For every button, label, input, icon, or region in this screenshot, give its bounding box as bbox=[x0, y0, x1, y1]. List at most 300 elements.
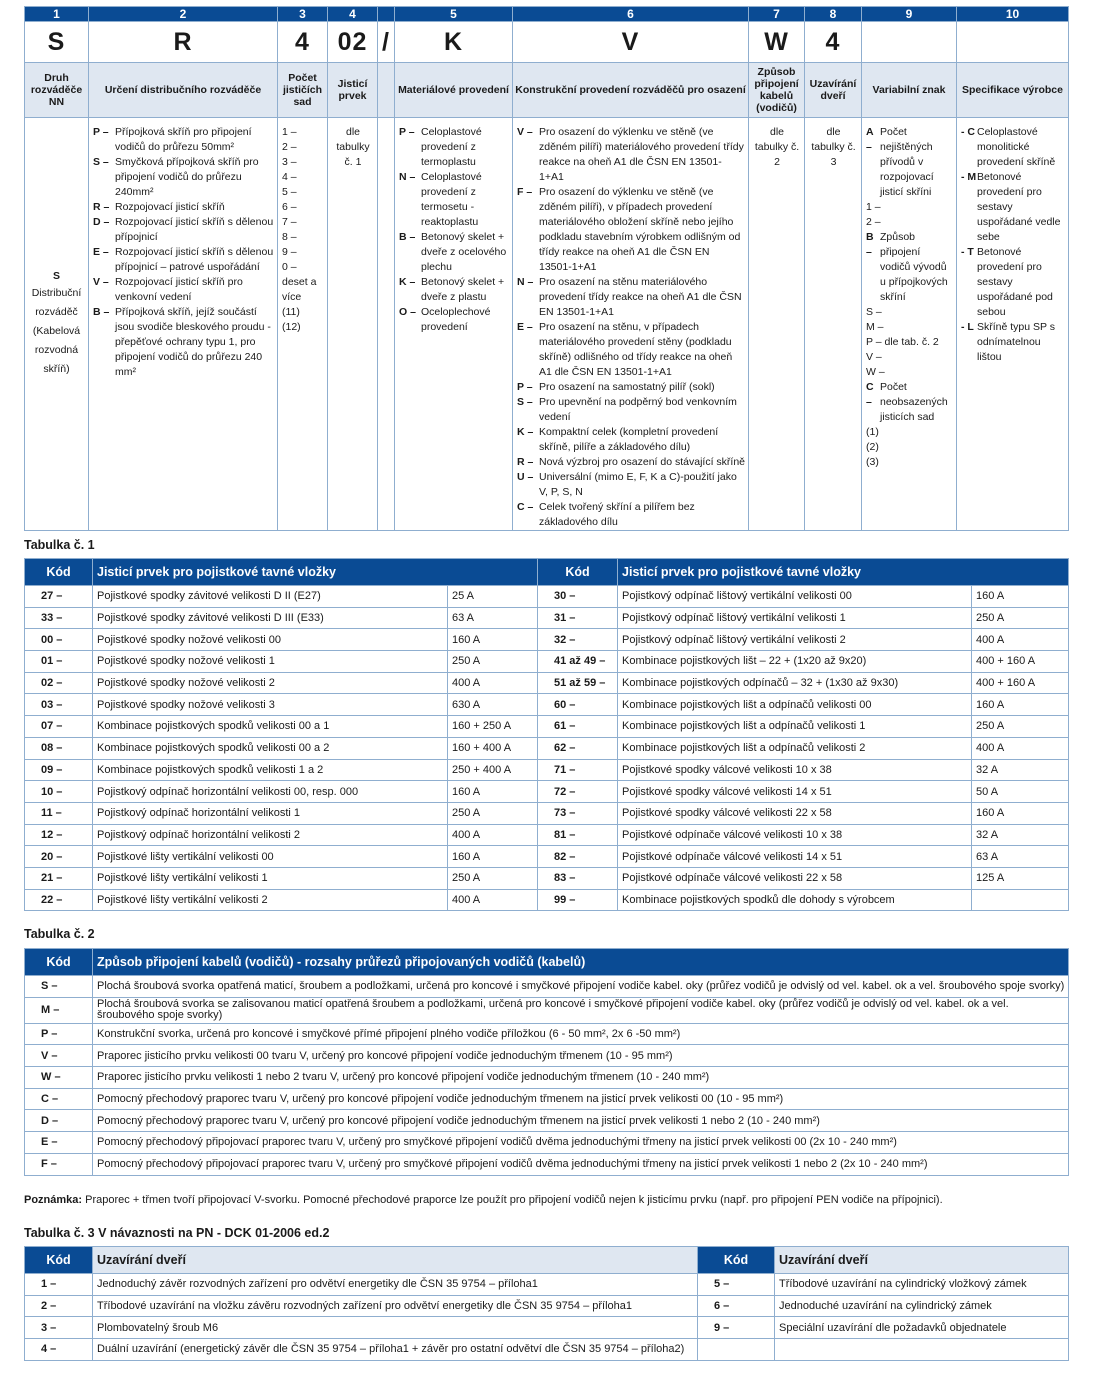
construction-text: Kompaktní celek (kompletní provedení skříně, pilíře a základového dílu) bbox=[539, 426, 719, 453]
row-value: 160 A bbox=[972, 802, 1069, 824]
row-text: Pojistkové spodky závitové velikosti D II (E27) bbox=[93, 586, 448, 608]
table-row bbox=[25, 889, 1069, 911]
code-letter: K bbox=[395, 22, 513, 63]
row-code: W – bbox=[25, 1067, 93, 1089]
row-value: 400 A bbox=[448, 889, 538, 911]
material-code: N – bbox=[399, 171, 416, 183]
note-label: Poznámka: bbox=[24, 1194, 83, 1206]
construction-item bbox=[517, 500, 745, 530]
variable-item bbox=[866, 305, 953, 320]
variable-text: (2) bbox=[866, 441, 879, 453]
row-text: Tříbodové uzavírání na cylindrický vložkový zámek bbox=[775, 1274, 1069, 1296]
material-code: K – bbox=[399, 276, 416, 288]
usage-text: Rozpojovací jisticí skříň bbox=[115, 201, 225, 213]
table3-label: Tabulka č. 3 V návaznosti na PN - DCK 01-2006 ed.2 bbox=[24, 1226, 330, 1240]
usage-code: B – bbox=[93, 306, 110, 318]
table2-header-text: Způsob připojení kabelů (vodičů) - rozsahy průřezů připojovaných vodičů (kabelů) bbox=[93, 949, 1069, 976]
row-code: 10 – bbox=[25, 781, 93, 803]
row-value: 25 A bbox=[448, 586, 538, 608]
construction-item bbox=[517, 395, 745, 425]
code-letter: R bbox=[89, 22, 278, 63]
col-number: 3 bbox=[278, 7, 328, 22]
construction-code: R – bbox=[517, 456, 534, 468]
row-text: Pojistkové spodky závitové velikosti D III (E33) bbox=[93, 607, 448, 629]
table3-header-code: Kód bbox=[25, 1247, 93, 1274]
row-code: 72 – bbox=[538, 781, 618, 803]
material-code: O – bbox=[399, 306, 416, 318]
row-value: 250 A bbox=[448, 867, 538, 889]
col7-text: dle tabulky č. 2 bbox=[754, 126, 800, 168]
row-text: Jednoduché uzavírání na cylindrický zámek bbox=[775, 1295, 1069, 1317]
col-header: Druh rozváděče NN bbox=[25, 63, 89, 118]
table-row bbox=[25, 672, 1069, 694]
row-text: Speciální uzavírání dle požadavků objednatele bbox=[775, 1317, 1069, 1339]
row-text: Duální uzavírání (energetický závěr dle ČSN 35 9754 – příloha1 + závěr pro ostatní odvětví dle ČSN 35 9754 – příloha2) bbox=[93, 1339, 698, 1361]
col-header: Variabilní znak bbox=[862, 63, 957, 118]
usage-item bbox=[93, 245, 274, 275]
construction-text: Pro osazení na samostatný pilíř (sokl) bbox=[539, 381, 715, 393]
usage-item bbox=[93, 200, 274, 215]
row-text: Kombinace pojistkových lišt a odpínačů velikosti 2 bbox=[618, 737, 972, 759]
row-code: S – bbox=[25, 976, 93, 998]
row-text: Pojistkové odpínače válcové velikosti 10 x 38 bbox=[618, 824, 972, 846]
table2-header-code: Kód bbox=[25, 949, 93, 976]
row-code: 22 – bbox=[25, 889, 93, 911]
set-count-item: 8 – bbox=[282, 231, 297, 243]
row-text: Pojistkový odpínač lištový vertikální velikosti 00 bbox=[618, 586, 972, 608]
col-number: 9 bbox=[862, 7, 957, 22]
col-number: 2 bbox=[89, 7, 278, 22]
material-text: Betonový skelet + dveře z plastu bbox=[421, 276, 505, 303]
col-header: Jisticí prvek bbox=[328, 63, 378, 118]
spec-text: Betonové provedení pro sestavy uspořádané vedle sebe bbox=[977, 171, 1061, 243]
table-row bbox=[25, 976, 1069, 998]
row-code bbox=[698, 1339, 775, 1361]
variable-text: 2 – bbox=[866, 216, 881, 228]
usage-code: P – bbox=[93, 126, 109, 138]
row-value: 50 A bbox=[972, 781, 1069, 803]
spec-code: - T bbox=[961, 246, 974, 258]
usage-text: Přípojková skříň, jejíž součástí jsou svodiče bleskového proudu - přepěťové ochrany typu 1, pro připojení vodičů do průřezu 240 mm² bbox=[115, 306, 271, 378]
row-text: Pojistkové spodky válcové velikosti 14 x 51 bbox=[618, 781, 972, 803]
code-letter bbox=[957, 22, 1069, 63]
table1-header-text: Jisticí prvek pro pojistkové tavné vložky bbox=[618, 559, 1069, 586]
set-count-item: 9 – bbox=[282, 246, 297, 258]
construction-text: Pro osazení na stěnu, v případech materiálového provedení stěny (podkladu skříně) odlišného od třídy reakce na oheň A1 dle ČSN EN 13501-1+A1 bbox=[539, 321, 733, 378]
row-code: C – bbox=[25, 1088, 93, 1110]
row-value: 250 + 400 A bbox=[448, 759, 538, 781]
col-slash-cell bbox=[378, 118, 395, 531]
row-text: Pomocný přechodový praporec tvaru V, určený pro koncové připojení vodiče jednoduchým třmenem na jisticí prvek velikosti 00 (10 - 95 mm²) bbox=[93, 1088, 1069, 1110]
row-value: 160 A bbox=[448, 781, 538, 803]
table1-label: Tabulka č. 1 bbox=[24, 538, 95, 552]
variable-code: B – bbox=[866, 231, 874, 258]
row-value: 125 A bbox=[972, 867, 1069, 889]
row-code: 5 – bbox=[698, 1274, 775, 1296]
spec-item bbox=[961, 170, 1065, 245]
row-text: Praporec jisticího prvku velikosti 00 tvaru V, určený pro koncové připojení vodiče jednoduchým třmenem (10 - 95 mm²) bbox=[93, 1045, 1069, 1067]
variable-item bbox=[866, 425, 953, 440]
usage-code: E – bbox=[93, 246, 109, 258]
construction-code: K – bbox=[517, 426, 534, 438]
col9-cell bbox=[862, 118, 957, 531]
row-text: Kombinace pojistkových spodků velikosti 00 a 2 bbox=[93, 737, 448, 759]
row-text: Pomocný přechodový připojovací praporec tvaru V, určený pro smyčkové připojení vodičů dvěma jednoduchými třmeny na jisticí prvek velikosti 1 nebo 2 (2x 10 - 240 mm²) bbox=[93, 1153, 1069, 1175]
table3-header-text: Uzavírání dveří bbox=[775, 1247, 1069, 1274]
row-value: 250 A bbox=[972, 716, 1069, 738]
col-number: 8 bbox=[805, 7, 862, 22]
variable-text: S – bbox=[866, 306, 882, 318]
row-code: 07 – bbox=[25, 716, 93, 738]
row-code: 00 – bbox=[25, 629, 93, 651]
row-text: Plombovatelný šroub M6 bbox=[93, 1317, 698, 1339]
row-value: 160 A bbox=[448, 629, 538, 651]
row-code: E – bbox=[25, 1132, 93, 1154]
code-letter bbox=[862, 22, 957, 63]
table-row bbox=[25, 781, 1069, 803]
col-header: Specifikace výrobce bbox=[957, 63, 1069, 118]
table-row bbox=[25, 651, 1069, 673]
table-row bbox=[25, 607, 1069, 629]
construction-text: Pro osazení do výklenku ve stěně (ve zděném pilíři), v případech provedení materiálového obložení skříně nebo jejího podkladu stavebním výrobkem odlišným od třídy reakce na oheň A1 dle ČSN EN 13501-1+A1 bbox=[539, 186, 741, 273]
row-text bbox=[775, 1339, 1069, 1361]
spec-text: Skříně typu SP s odnímatelnou lištou bbox=[977, 321, 1056, 363]
usage-code: S – bbox=[93, 156, 109, 168]
variable-item bbox=[866, 200, 953, 215]
construction-item bbox=[517, 455, 745, 470]
row-value: 250 A bbox=[448, 802, 538, 824]
construction-item bbox=[517, 320, 745, 380]
table2-label: Tabulka č. 2 bbox=[24, 927, 95, 941]
row-text: Kombinace pojistkových odpínačů – 32 + (1x30 až 9x30) bbox=[618, 672, 972, 694]
row-text: Pojistkový odpínač horizontální velikosti 00, resp. 000 bbox=[93, 781, 448, 803]
row-code: 71 – bbox=[538, 759, 618, 781]
construction-text: Nová výzbroj pro osazení do stávající skříně bbox=[539, 456, 746, 468]
set-count-item: (12) bbox=[282, 321, 301, 333]
spec-item bbox=[961, 245, 1065, 320]
material-code: B – bbox=[399, 231, 416, 243]
row-code: 30 – bbox=[538, 586, 618, 608]
spec-code: - M bbox=[961, 171, 977, 183]
set-count-item: 0 – deset a více bbox=[282, 261, 317, 303]
col-number: 7 bbox=[749, 7, 805, 22]
row-code: 12 – bbox=[25, 824, 93, 846]
table-row bbox=[25, 1132, 1069, 1154]
row-code: M – bbox=[25, 997, 93, 1023]
row-text: Pojistkové lišty vertikální velikosti 1 bbox=[93, 867, 448, 889]
code-letter: 02 bbox=[328, 22, 378, 63]
row-code: 61 – bbox=[538, 716, 618, 738]
row-value: 400 A bbox=[972, 737, 1069, 759]
row-code: 20 – bbox=[25, 846, 93, 868]
row-code: 51 až 59 – bbox=[538, 672, 618, 694]
construction-item bbox=[517, 380, 745, 395]
table-row bbox=[25, 1295, 1069, 1317]
col2-cell bbox=[89, 118, 278, 531]
table1-header-code: Kód bbox=[538, 559, 618, 586]
row-code: 62 – bbox=[538, 737, 618, 759]
col-header: Způsob připojení kabelů (vodičů) bbox=[749, 63, 805, 118]
set-count-item: 4 – bbox=[282, 171, 297, 183]
table-row bbox=[25, 1110, 1069, 1132]
row-code: 09 – bbox=[25, 759, 93, 781]
variable-item bbox=[866, 365, 953, 380]
row-code: 81 – bbox=[538, 824, 618, 846]
row-code: 41 až 49 – bbox=[538, 651, 618, 673]
variable-item bbox=[866, 320, 953, 335]
code-slash: / bbox=[378, 22, 395, 63]
variable-item bbox=[866, 455, 953, 470]
col-number: 1 bbox=[25, 7, 89, 22]
row-value: 160 A bbox=[448, 846, 538, 868]
variable-item bbox=[866, 125, 953, 200]
row-code: F – bbox=[25, 1153, 93, 1175]
table1-header-text: Jisticí prvek pro pojistkové tavné vložky bbox=[93, 559, 538, 586]
row-value: 160 A bbox=[972, 586, 1069, 608]
row-code: 4 – bbox=[25, 1339, 93, 1361]
construction-item bbox=[517, 185, 745, 275]
material-code: P – bbox=[399, 126, 415, 138]
table-row bbox=[25, 1274, 1069, 1296]
material-item bbox=[399, 305, 509, 335]
row-value: 630 A bbox=[448, 694, 538, 716]
col7-cell bbox=[749, 118, 805, 531]
col-header: Materiálové provedení bbox=[395, 63, 513, 118]
table-row bbox=[25, 586, 1069, 608]
row-code: 9 – bbox=[698, 1317, 775, 1339]
row-text: Pojistkové odpínače válcové velikosti 22 x 58 bbox=[618, 867, 972, 889]
row-code: 99 – bbox=[538, 889, 618, 911]
code-structure-table bbox=[24, 6, 1069, 531]
col5-cell bbox=[395, 118, 513, 531]
col8-text: dle tabulky č. 3 bbox=[811, 126, 856, 168]
variable-text: 1 – bbox=[866, 201, 881, 213]
row-code: 02 – bbox=[25, 672, 93, 694]
col-header: Uzavírání dveří bbox=[805, 63, 862, 118]
table-row bbox=[25, 867, 1069, 889]
row-code: 3 – bbox=[25, 1317, 93, 1339]
row-text: Pojistkové odpínače válcové velikosti 14 x 51 bbox=[618, 846, 972, 868]
row-text: Jednoduchý závěr rozvodných zařízení pro odvětví energetiky dle ČSN 35 9754 – příloha1 bbox=[93, 1274, 698, 1296]
row-code: 21 – bbox=[25, 867, 93, 889]
material-item bbox=[399, 125, 509, 170]
row-text: Tříbodové uzavírání na vložku závěru rozvodných zařízení pro odvětví energetiky dle ČSN 35 9754 – příloha1 bbox=[93, 1295, 698, 1317]
row-code: 82 – bbox=[538, 846, 618, 868]
row-text: Pojistkový odpínač horizontální velikosti 1 bbox=[93, 802, 448, 824]
row-code: 01 – bbox=[25, 651, 93, 673]
construction-item bbox=[517, 125, 745, 185]
table-row bbox=[25, 1153, 1069, 1175]
row-value bbox=[972, 889, 1069, 911]
construction-code: S – bbox=[517, 396, 533, 408]
variable-item bbox=[866, 215, 953, 230]
material-text: Celoplastové provedení z termosetu -reaktoplastu bbox=[421, 171, 482, 228]
row-text: Pojistkové spodky nožové velikosti 1 bbox=[93, 651, 448, 673]
variable-text: (1) bbox=[866, 426, 879, 438]
row-code: 1 – bbox=[25, 1274, 93, 1296]
row-code: 32 – bbox=[538, 629, 618, 651]
variable-text: Počet nejištěných přívodů v rozpojovací jisticí skříni bbox=[880, 126, 934, 198]
row-code: 08 – bbox=[25, 737, 93, 759]
construction-code: U – bbox=[517, 471, 534, 483]
construction-text: Pro osazení na stěnu materiálového provedení třídy reakce na oheň A1 dle ČSN EN 13501-1+A1 bbox=[539, 276, 742, 318]
material-text: Celoplastové provedení z termoplastu bbox=[421, 126, 482, 168]
row-text: Pojistkový odpínač lištový vertikální velikosti 1 bbox=[618, 607, 972, 629]
row-value: 63 A bbox=[448, 607, 538, 629]
material-item bbox=[399, 170, 509, 230]
table-row bbox=[25, 997, 1069, 1023]
construction-item bbox=[517, 425, 745, 455]
material-item bbox=[399, 230, 509, 275]
row-text: Pomocný přechodový připojovací praporec tvaru V, určený pro smyčkové připojení vodičů dvěma jednoduchými třmeny na jisticí prvek velikosti 00 (2x 10 - 240 mm²) bbox=[93, 1132, 1069, 1154]
table-row bbox=[25, 1088, 1069, 1110]
row-text: Konstrukční svorka, určená pro koncové i smyčkové přímé připojení plného vodiče příložkou (6 - 50 mm², 2x 6 -50 mm²) bbox=[93, 1023, 1069, 1045]
variable-text: P – dle tab. č. 2 bbox=[866, 336, 939, 348]
col-header bbox=[378, 63, 395, 118]
set-count-item: 2 – bbox=[282, 141, 297, 153]
note-text: Praporec + třmen tvoří připojovací V-svorku. Pomocné přechodové praporce lze použít pro připojení vodičů nejen k jisticímu prvku (např. pro připojení PEN vodiče na přípojnici). bbox=[85, 1194, 943, 1206]
col-header: Konstrukční provedení rozváděčů pro osazení bbox=[513, 63, 749, 118]
material-text: Betonový skelet + dveře z ocelového plechu bbox=[421, 231, 507, 273]
table-row bbox=[25, 824, 1069, 846]
row-code: 6 – bbox=[698, 1295, 775, 1317]
table-row bbox=[25, 694, 1069, 716]
row-text: Pojistkové spodky nožové velikosti 2 bbox=[93, 672, 448, 694]
row-text: Kombinace pojistkových lišt – 22 + (1x20 až 9x20) bbox=[618, 651, 972, 673]
col-number: 10 bbox=[957, 7, 1069, 22]
row-value: 160 + 250 A bbox=[448, 716, 538, 738]
col-number bbox=[378, 7, 395, 22]
variable-text: (3) bbox=[866, 456, 879, 468]
table-row bbox=[25, 1023, 1069, 1045]
row-text: Pojistkové spodky nožové velikosti 3 bbox=[93, 694, 448, 716]
material-text: Oceloplechové provedení bbox=[421, 306, 491, 333]
row-value: 63 A bbox=[972, 846, 1069, 868]
table-row bbox=[25, 737, 1069, 759]
construction-text: Universální (mimo E, F, K a C)-použití jako V, P, S, N bbox=[539, 471, 737, 498]
variable-item bbox=[866, 350, 953, 365]
row-value: 250 A bbox=[972, 607, 1069, 629]
col4-text: dle tabulky č. 1 bbox=[336, 126, 370, 168]
code-letter: W bbox=[749, 22, 805, 63]
construction-text: Celek tvořený skříní a pilířem bez základového dílu bbox=[539, 501, 695, 528]
row-text: Pojistkové lišty vertikální velikosti 00 bbox=[93, 846, 448, 868]
col8-cell bbox=[805, 118, 862, 531]
col1-text: Distribuční rozváděč (Kabelová rozvodná skříň) bbox=[31, 287, 82, 375]
row-text: Kombinace pojistkových spodků velikosti 00 a 1 bbox=[93, 716, 448, 738]
construction-text: Pro osazení do výklenku ve stěně (ve zděném pilíři) materiálového provedení třídy reakce na oheň A1 dle ČSN EN 13501-1+A1 bbox=[539, 126, 744, 183]
row-value: 32 A bbox=[972, 824, 1069, 846]
usage-text: Smyčková přípojková skříň pro připojení vodičů do průřezu 240mm² bbox=[115, 156, 259, 198]
usage-item bbox=[93, 215, 274, 245]
table-row bbox=[25, 629, 1069, 651]
row-value: 160 A bbox=[972, 694, 1069, 716]
usage-code: R – bbox=[93, 201, 110, 213]
row-value: 250 A bbox=[448, 651, 538, 673]
row-code: D – bbox=[25, 1110, 93, 1132]
variable-item bbox=[866, 440, 953, 455]
code-letter: V bbox=[513, 22, 749, 63]
row-text: Pomocný přechodový praporec tvaru V, určený pro koncové připojení vodiče jednoduchým třmenem na jisticí prvek velikosti 1 nebo 2 (10 - 240 mm²) bbox=[93, 1110, 1069, 1132]
row-code: 27 – bbox=[25, 586, 93, 608]
usage-item bbox=[93, 305, 274, 380]
variable-item bbox=[866, 380, 953, 425]
set-count-item: 6 – bbox=[282, 201, 297, 213]
construction-code: F – bbox=[517, 186, 533, 198]
row-value: 160 + 400 A bbox=[448, 737, 538, 759]
table2 bbox=[24, 948, 1069, 1176]
code-letter: S bbox=[25, 22, 89, 63]
row-text: Plochá šroubová svorka opatřená maticí, šroubem a podložkami, určená pro koncové i smyčkové připojení vodiče kabel. oky (průřez vodičů je odvislý od vel. kabel. ok a vel. šroubového spoje svorky) bbox=[93, 976, 1069, 998]
usage-text: Rozpojovací jisticí skříň s dělenou přípojnicí bbox=[115, 216, 274, 243]
variable-text: W – bbox=[866, 366, 885, 378]
variable-text: M – bbox=[866, 321, 884, 333]
row-text: Kombinace pojistkových lišt a odpínačů velikosti 00 bbox=[618, 694, 972, 716]
row-value: 400 A bbox=[448, 824, 538, 846]
usage-code: D – bbox=[93, 216, 110, 228]
row-code: 33 – bbox=[25, 607, 93, 629]
usage-item bbox=[93, 275, 274, 305]
construction-code: N – bbox=[517, 276, 534, 288]
row-value: 400 A bbox=[972, 629, 1069, 651]
row-code: 83 – bbox=[538, 867, 618, 889]
table-row bbox=[25, 846, 1069, 868]
construction-text: Pro upevnění na podpěrný bod venkovním vedení bbox=[539, 396, 737, 423]
row-value: 32 A bbox=[972, 759, 1069, 781]
col-number: 6 bbox=[513, 7, 749, 22]
set-count-item: 5 – bbox=[282, 186, 297, 198]
row-text: Kombinace pojistkových lišt a odpínačů velikosti 1 bbox=[618, 716, 972, 738]
code-letter: 4 bbox=[278, 22, 328, 63]
col1-cell bbox=[25, 118, 89, 531]
construction-code: C – bbox=[517, 501, 534, 513]
set-count-item: (11) bbox=[282, 306, 300, 318]
spec-item bbox=[961, 320, 1065, 365]
col-number: 4 bbox=[328, 7, 378, 22]
col-header: Počet jističích sad bbox=[278, 63, 328, 118]
table1 bbox=[24, 558, 1069, 911]
row-text: Pojistkové spodky nožové velikosti 00 bbox=[93, 629, 448, 651]
table-row bbox=[25, 1045, 1069, 1067]
row-text: Pojistkový odpínač lištový vertikální velikosti 2 bbox=[618, 629, 972, 651]
spec-code: - C bbox=[961, 126, 975, 138]
table1-header-code: Kód bbox=[25, 559, 93, 586]
variable-text: Počet neobsazených jisticích sad bbox=[880, 381, 948, 423]
spec-code: - L bbox=[961, 321, 974, 333]
spec-item bbox=[961, 125, 1065, 170]
table3-header-text: Uzavírání dveří bbox=[93, 1247, 698, 1274]
construction-code: V – bbox=[517, 126, 533, 138]
row-code: 73 – bbox=[538, 802, 618, 824]
variable-item bbox=[866, 335, 953, 350]
usage-text: Přípojková skříň pro připojení vodičů do průřezu 50mm² bbox=[115, 126, 252, 153]
col6-cell bbox=[513, 118, 749, 531]
row-code: 03 – bbox=[25, 694, 93, 716]
set-count-item: 3 – bbox=[282, 156, 297, 168]
spec-text: Celoplastové monolitické provedení skříně bbox=[977, 126, 1056, 168]
table-row bbox=[25, 1067, 1069, 1089]
col10-cell bbox=[957, 118, 1069, 531]
usage-text: Rozpojovací jisticí skříň pro venkovní vedení bbox=[115, 276, 243, 303]
variable-text: V – bbox=[866, 351, 882, 363]
variable-text: Způsob připojení vodičů vývodů u přípojkových skříní bbox=[880, 231, 948, 303]
table3-header-code: Kód bbox=[698, 1247, 775, 1274]
usage-text: Rozpojovací jisticí skříň s dělenou přípojnicí – patrové uspořádání bbox=[115, 246, 274, 273]
table-row bbox=[25, 1339, 1069, 1361]
table-row bbox=[25, 802, 1069, 824]
set-count-item: 7 – bbox=[282, 216, 297, 228]
usage-code: V – bbox=[93, 276, 109, 288]
